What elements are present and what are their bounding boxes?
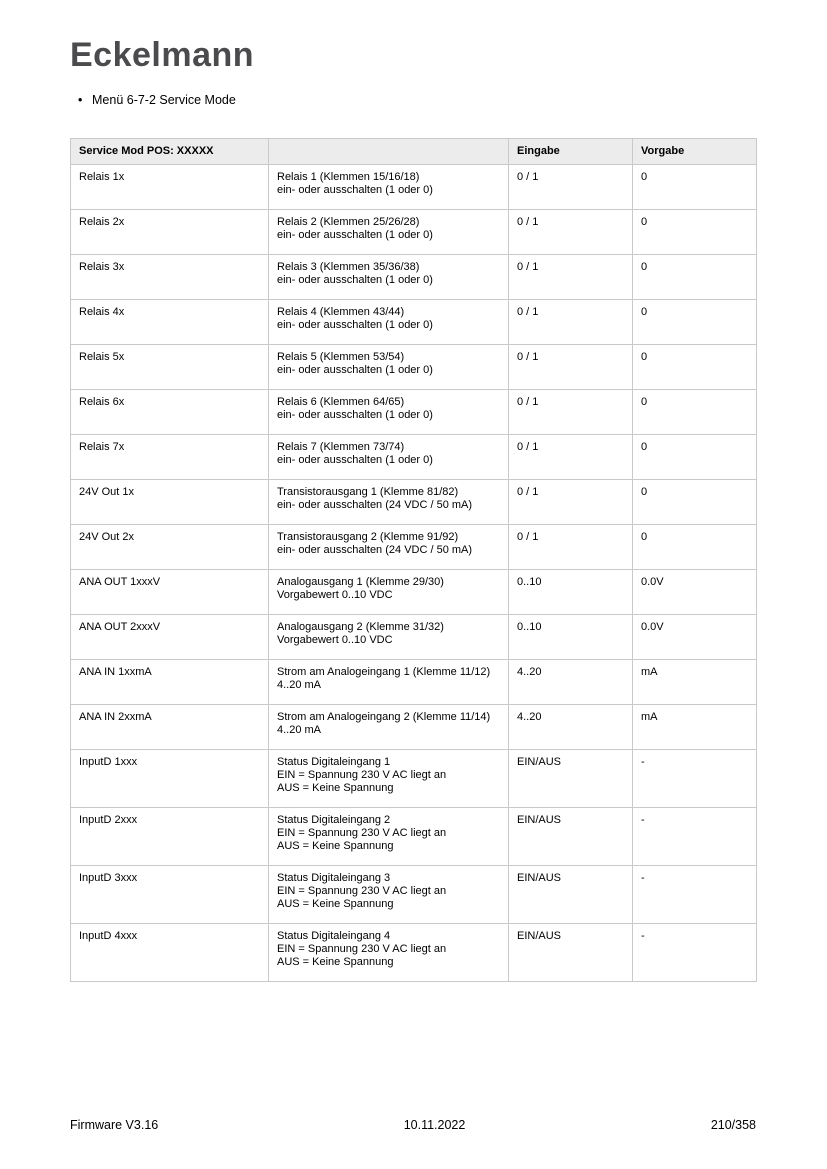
description-line: ein- oder ausschalten (1 oder 0) [277,319,433,331]
description-cell [269,480,509,525]
vorgabe-cell: 0 [633,390,757,435]
description-cell [269,808,509,866]
description-line: AUS = Keine Spannung [277,840,394,852]
eingabe-cell: 4..20 [509,705,633,750]
description-line: Status Digitaleingang 4 [277,930,391,942]
description-line: EIN = Spannung 230 V AC liegt an [277,769,447,781]
description-line: Strom am Analogeingang 1 (Klemme 11/12) [277,666,491,678]
pos-cell: InputD 1xxx [71,750,269,808]
table-row [71,866,757,924]
eckelmann-logo: Eckelmann [70,36,255,74]
footer-date: 10.11.2022 [403,1118,466,1132]
description-line: EIN = Spannung 230 V AC liegt an [277,943,447,955]
eingabe-cell: EIN/AUS [509,750,633,808]
description-line: Relais 4 (Klemmen 43/44) [277,306,405,318]
description-cell [269,165,509,210]
table-header-row [71,139,757,165]
description-line: Relais 5 (Klemmen 53/54) [277,351,405,363]
description-cell [269,255,509,300]
page-footer [70,1118,756,1132]
table-row [71,165,757,210]
table-row [71,660,757,705]
menu-bullet-item [78,93,236,108]
description-line: ein- oder ausschalten (1 oder 0) [277,454,433,466]
table-row [71,480,757,525]
description-cell [269,435,509,480]
description-line: Analogausgang 1 (Klemme 29/30) [277,576,444,588]
pos-cell: Relais 7x [71,435,269,480]
header-description [269,139,509,165]
description-line: Transistorausgang 2 (Klemme 91/92) [277,531,459,543]
vorgabe-cell: 0.0V [633,570,757,615]
pos-cell: ANA OUT 1xxxV [71,570,269,615]
vorgabe-cell: 0 [633,255,757,300]
eingabe-cell: 0 / 1 [509,300,633,345]
eingabe-cell: 0 / 1 [509,165,633,210]
description-line: ein- oder ausschalten (24 VDC / 50 mA) [277,544,473,556]
eingabe-cell: 0 / 1 [509,525,633,570]
description-line: Strom am Analogeingang 2 (Klemme 11/14) [277,711,491,723]
description-line: Vorgabewert 0..10 VDC [277,589,393,601]
eingabe-cell: EIN/AUS [509,808,633,866]
menu-bullet-label: Menü 6-7-2 Service Mode [92,93,236,107]
eingabe-cell: 0 / 1 [509,390,633,435]
description-cell [269,300,509,345]
vorgabe-cell: - [633,750,757,808]
description-line: AUS = Keine Spannung [277,898,394,910]
description-cell [269,390,509,435]
description-cell [269,525,509,570]
vorgabe-cell: 0 [633,300,757,345]
vorgabe-cell: mA [633,660,757,705]
vorgabe-cell: 0.0V [633,615,757,660]
header-pos: Service Mod POS: XXXXX [71,139,269,165]
eingabe-cell: 0 / 1 [509,435,633,480]
eingabe-cell: 0..10 [509,570,633,615]
description-cell [269,750,509,808]
eingabe-cell: 0 / 1 [509,255,633,300]
description-line: AUS = Keine Spannung [277,956,394,968]
table-row [71,924,757,982]
table-row [71,570,757,615]
description-line: Relais 3 (Klemmen 35/36/38) [277,261,420,273]
vorgabe-cell: 0 [633,480,757,525]
pos-cell: Relais 2x [71,210,269,255]
eingabe-cell: 0..10 [509,615,633,660]
eingabe-cell: 0 / 1 [509,480,633,525]
description-line: 4..20 mA [277,679,322,691]
description-line: Relais 2 (Klemmen 25/26/28) [277,216,420,228]
footer-firmware-version: Firmware V3.16 [70,1118,159,1132]
eingabe-cell: EIN/AUS [509,866,633,924]
table-row [71,345,757,390]
description-line: Relais 7 (Klemmen 73/74) [277,441,405,453]
header-vorgabe: Vorgabe [633,139,757,165]
vorgabe-cell: 0 [633,210,757,255]
pos-cell: 24V Out 2x [71,525,269,570]
table-row [71,390,757,435]
pos-cell: InputD 3xxx [71,866,269,924]
pos-cell: InputD 4xxx [71,924,269,982]
vorgabe-cell: 0 [633,435,757,480]
vorgabe-cell: 0 [633,165,757,210]
pos-cell: Relais 3x [71,255,269,300]
description-cell [269,660,509,705]
description-cell [269,866,509,924]
description-line: EIN = Spannung 230 V AC liegt an [277,885,447,897]
vorgabe-cell: mA [633,705,757,750]
vorgabe-cell: - [633,866,757,924]
service-mode-table-container [70,138,756,982]
table-row [71,300,757,345]
description-line: ein- oder ausschalten (1 oder 0) [277,274,433,286]
pos-cell: 24V Out 1x [71,480,269,525]
pos-cell: ANA OUT 2xxxV [71,615,269,660]
description-line: Transistorausgang 1 (Klemme 81/82) [277,486,459,498]
description-cell [269,210,509,255]
table-row [71,210,757,255]
pos-cell: ANA IN 1xxmA [71,660,269,705]
description-cell [269,615,509,660]
pos-cell: ANA IN 2xxmA [71,705,269,750]
footer-page-number: 210/358 [710,1118,756,1132]
vorgabe-cell: 0 [633,345,757,390]
table-body [71,165,757,982]
description-line: ein- oder ausschalten (1 oder 0) [277,184,433,196]
table-row [71,435,757,480]
description-line: 4..20 mA [277,724,322,736]
eingabe-cell: 0 / 1 [509,210,633,255]
table-row [71,750,757,808]
service-mode-table [70,138,757,982]
description-line: Analogausgang 2 (Klemme 31/32) [277,621,444,633]
description-cell [269,924,509,982]
description-line: AUS = Keine Spannung [277,782,394,794]
description-cell [269,705,509,750]
eingabe-cell: 4..20 [509,660,633,705]
vorgabe-cell: 0 [633,525,757,570]
pos-cell: Relais 5x [71,345,269,390]
eingabe-cell: 0 / 1 [509,345,633,390]
pos-cell: InputD 2xxx [71,808,269,866]
pos-cell: Relais 4x [71,300,269,345]
vorgabe-cell: - [633,924,757,982]
header-eingabe: Eingabe [509,139,633,165]
description-line: EIN = Spannung 230 V AC liegt an [277,827,447,839]
description-line: Status Digitaleingang 3 [277,872,391,884]
description-line: ein- oder ausschalten (1 oder 0) [277,364,433,376]
pos-cell: Relais 1x [71,165,269,210]
description-line: Status Digitaleingang 1 [277,756,391,768]
description-line: Relais 6 (Klemmen 64/65) [277,396,405,408]
description-line: Status Digitaleingang 2 [277,814,391,826]
eingabe-cell: EIN/AUS [509,924,633,982]
table-row [71,705,757,750]
table-row [71,808,757,866]
description-line: ein- oder ausschalten (24 VDC / 50 mA) [277,499,473,511]
table-row [71,615,757,660]
description-cell [269,345,509,390]
description-cell [269,570,509,615]
pos-cell: Relais 6x [71,390,269,435]
vorgabe-cell: - [633,808,757,866]
description-line: Relais 1 (Klemmen 15/16/18) [277,171,420,183]
table-row [71,525,757,570]
description-line: ein- oder ausschalten (1 oder 0) [277,409,433,421]
description-line: ein- oder ausschalten (1 oder 0) [277,229,433,241]
bullet-dot: • [78,93,83,107]
description-line: Vorgabewert 0..10 VDC [277,634,393,646]
table-row [71,255,757,300]
